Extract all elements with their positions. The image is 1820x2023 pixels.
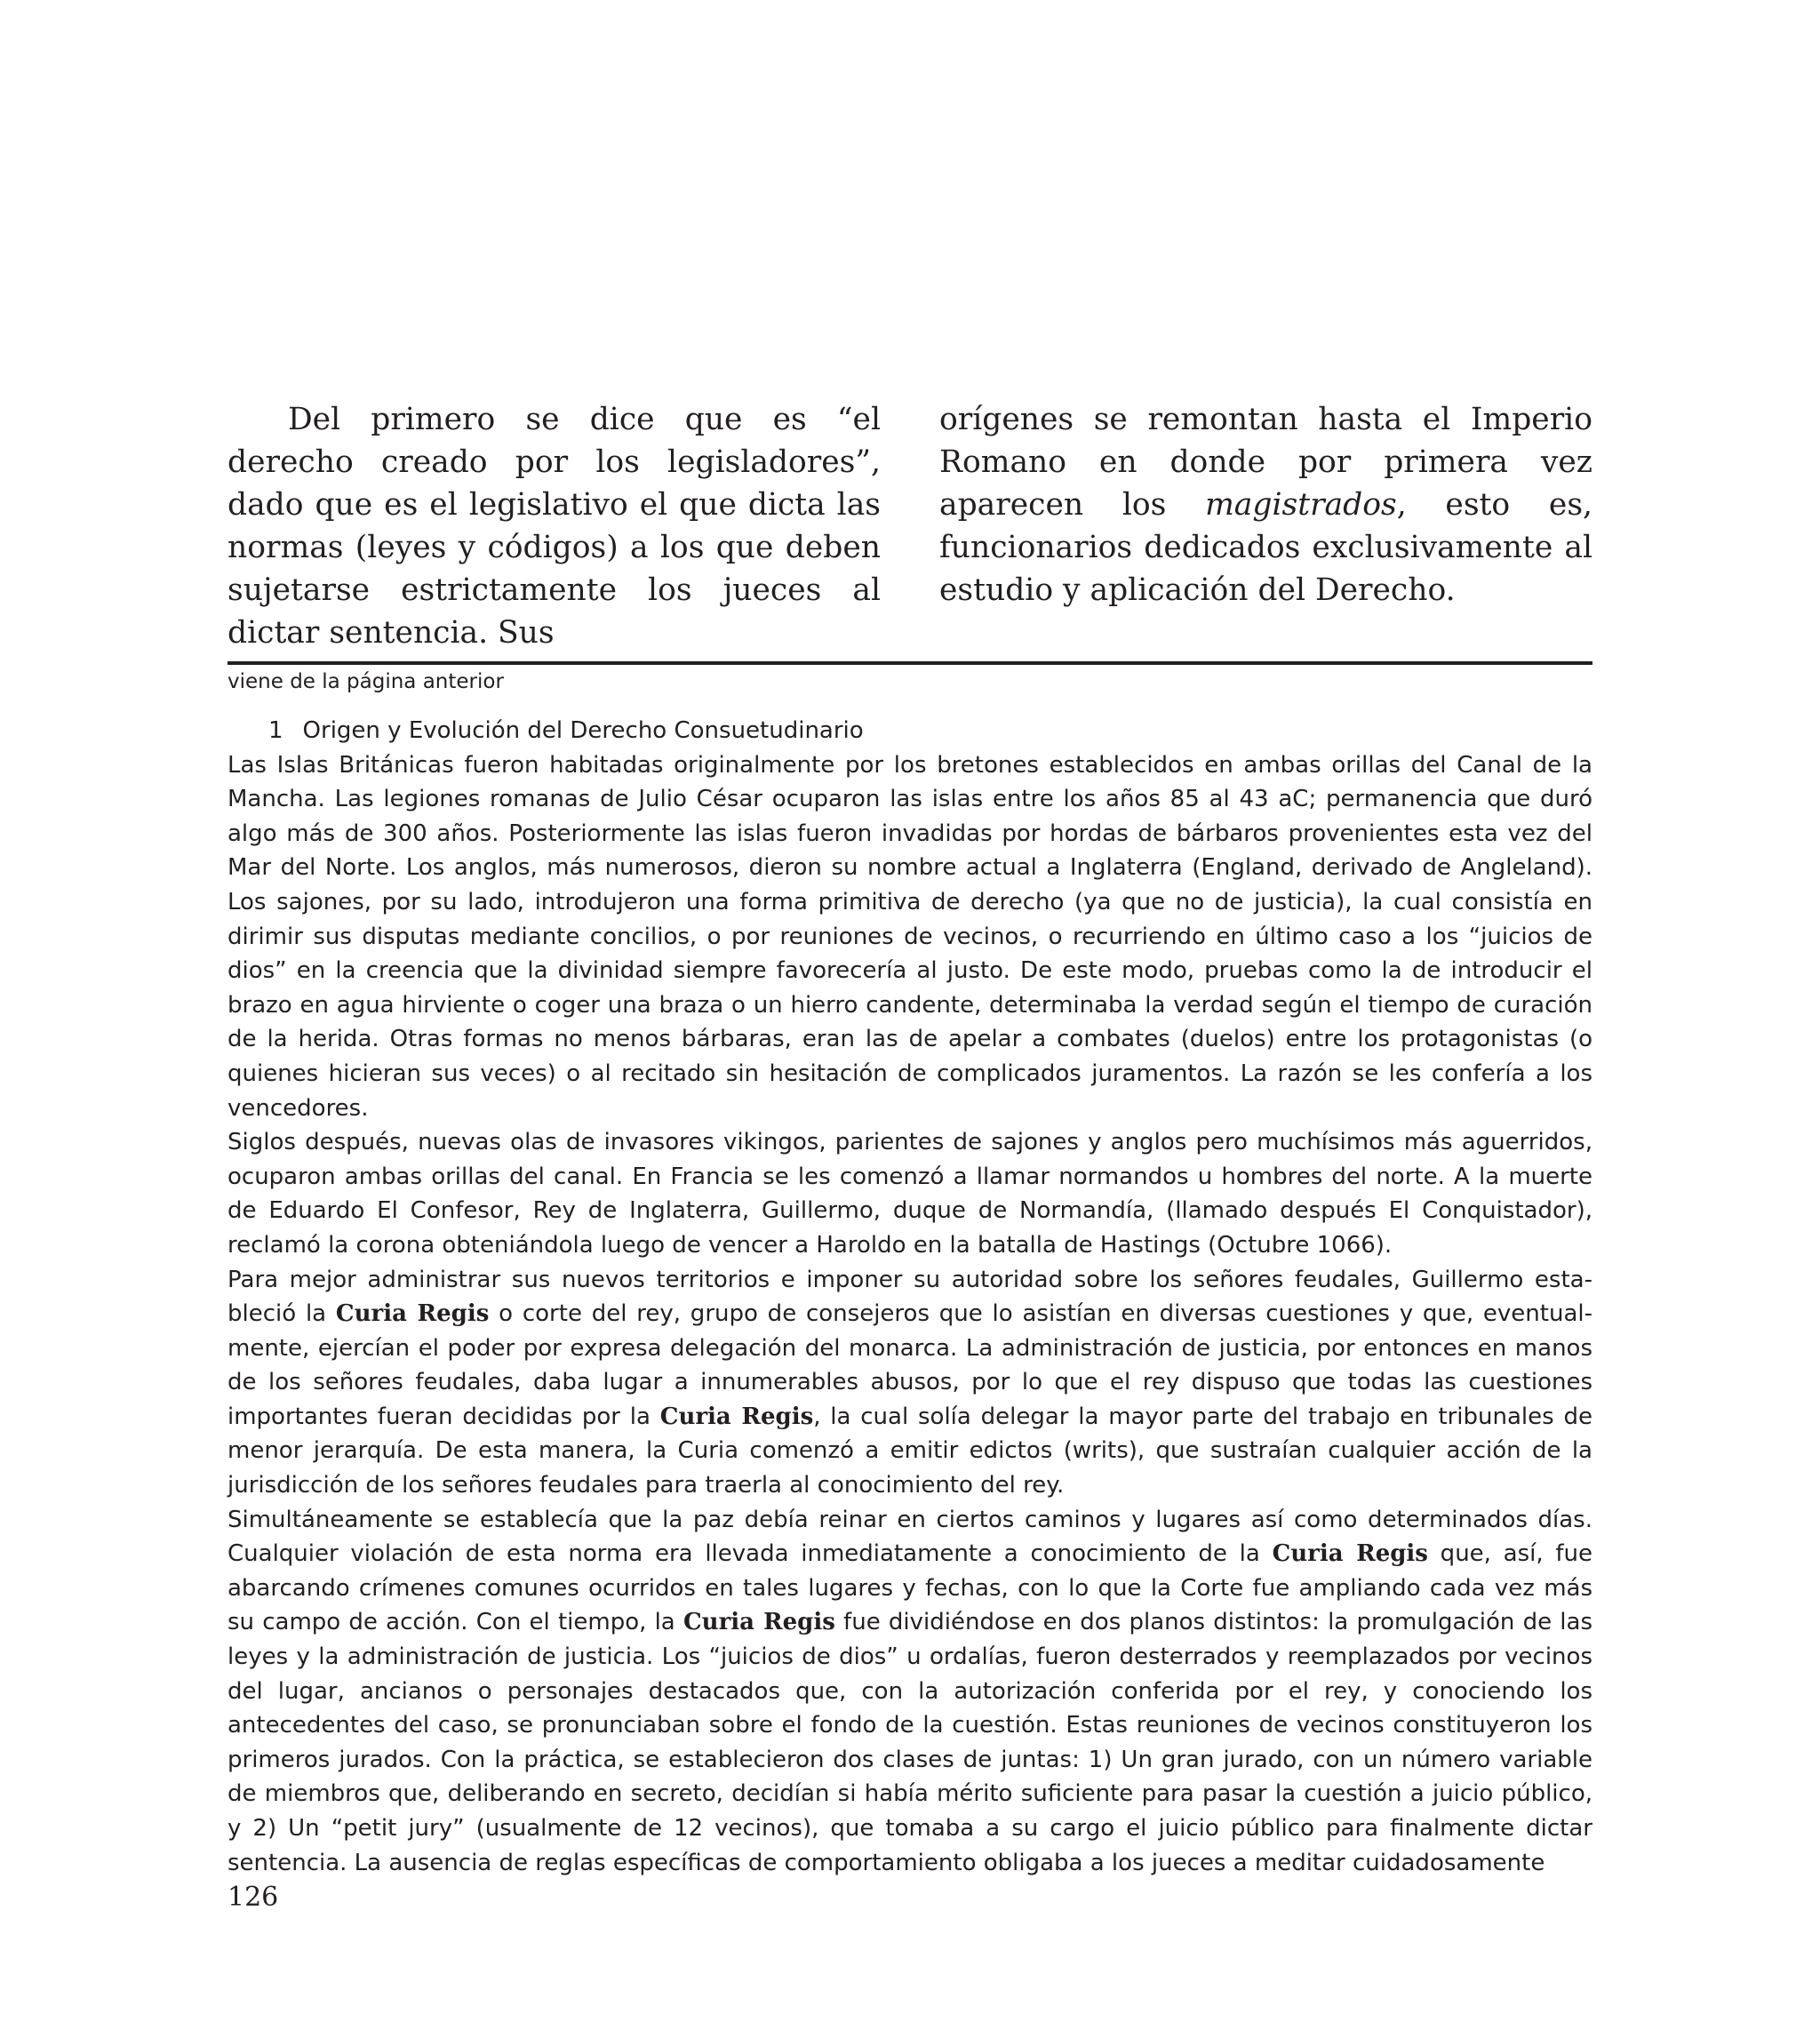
body-column-right [939,398,1592,654]
body-text-columns [228,398,1592,654]
fn-p4-text-c: fue dividiéndose en dos planos distintos: la promulgación de las leyes y la administración de justicia. Los “juicios de dios” u ordalías, fueron desterrados y reemplazados por vecinos del lugar, ancianos o personajes destacados que, con la autorización conferida por el rey, y conociendo los antecedentes del caso, se pronunciaban sobre el fondo de la cuestión. Estas reuniones de vecinos constituyeron los primeros jurados. Con la práctica, se establecieron dos clases de juntas: 1) Un gran jurado, con un número variable de miembros que, deliberando en secreto, decidían si había mérito suficiente para pasar la cuestión a juicio público, y 2) Un “petit jury” (usualmente de 12 vecinos), que tomaba a su cargo el juicio público para finalmente dictar sentencia. La ausencia de reglas específicas de comportamiento obligaba a los jueces a meditar cuidadosamente [228,1609,1592,1876]
fn-p3-text-b: o corte del rey, grupo de consejeros que lo asistían en diversas cuestiones y que, eventualmente, ejercían el poder por expresa delegación del monarca. La administración de justicia, por entonces en manos de los señores feudales, daba lugar a innumerables abusos, por lo que el rey dispuso que todas las cuestiones importantes fueran decididas por la [228,1300,1592,1430]
fn-p4-text-b: que, así, fue abarcando crímenes comunes ocurridos en tales lugares y fechas, con lo que la Corte fue ampliando cada vez más su campo de acción. Con el tiempo, la [228,1540,1592,1636]
body-right-text-1: orígenes se remontan hasta el Imperio Romano en donde por primera vez aparecen los [939,402,1592,523]
fn-p3-text-c: , la cual solía delegar la mayor parte del trabajo en tribunales de menor jerarquía. De esta manera, la Curia comenzó a emitir edictos (writs), que sustraían cualquier acción de la jurisdicción de los señores feudales para traerla al conocimiento del rey. [228,1403,1592,1499]
footnote-paragraph-4 [228,1503,1592,1881]
footnote-paragraph-1: Las Islas Británicas fueron habitadas originalmente por los bretones establecidos en ambas orillas del Canal de la Mancha. Las legiones romanas de Julio César ocuparon las islas entre los años 85 al 43 aC; permanencia que duró algo más de 300 años. Posteriormente las islas fueron invadidas por hordas de bárbaros provenientes esta vez del Mar del Norte. Los anglos, más numerosos, dieron su nombre actual a Inglaterra (England, derivado de Angleland). Los sajones, por su lado, introdujeron una forma primitiva de derecho (ya que no de justicia), la cual consistía en dirimir sus disputas mediante concilios, o por reuniones de vecinos, o recurriendo en último caso a los “juicios de dios” en la creencia que la divinidad siempre favorecería al justo. De este modo, pruebas como la de introducir el brazo en agua hirviente o coger una braza o un hierro candente, determinaba la verdad según el tiempo de curación de la herida. Otras formas no menos bárbaras, eran las de apelar a combates (duelos) entre los protagonistas (o quienes hicieran sus veces) o al recitado sin hesitación de complicados juramentos. La razón se les confería a los vencedores. [228,751,1592,1122]
fn-p4-text-a: Simultáneamente se establecía que la paz debía reinar en ciertos caminos y lugares así como determinados días. Cualquier violación de esta norma era llevada inmediatamente a conocimiento de la [228,1506,1592,1568]
footnote-number: 1 [268,717,283,744]
body-column-left: Del primero se dice que es “el derecho creado por los legisladores”, dado que es el legislativo el que dicta las normas (leyes y códigos) a los que deben sujetarse estrictamente los jueces al dictar sentencia. Sus [228,402,881,651]
footnote-paragraph-3 [228,1263,1592,1503]
italic-term-magistrados: magistrados [1205,487,1397,523]
curia-regis-term: Curia Regis [659,1403,814,1430]
footnote-heading [228,714,1592,748]
curia-regis-term: Curia Regis [1272,1540,1428,1568]
footnote [228,714,1592,1880]
body-right-text-2: , esto es, funcionarios dedicados exclusivamente al estudio y aplicación del Derecho. [939,487,1592,608]
footnote-paragraph-2: Siglos después, nuevas olas de invasores vikingos, parientes de sajones y anglos pero muchísimos más aguerridos, ocuparon ambas orillas del canal. En Francia se les comenzó a llamar normandos u hombres del norte. A la muerte de Eduardo El Confesor, Rey de Inglaterra, Guillermo, duque de Normandía, (llamado después El Conquistador), reclamó la corona obteniándola luego de vencer a Haroldo en la batalla de Hastings (Octubre 1066). [228,1129,1592,1259]
curia-regis-term: Curia Regis [335,1300,490,1328]
curia-regis-term: Curia Regis [682,1609,835,1636]
page-number: 126 [228,1882,279,1913]
footnote-title: Origen y Evolución del Derecho Consuetudinario [302,717,864,744]
continued-from-previous-page-label: viene de la página anterior [228,670,504,693]
footnote-separator-rule [228,661,1592,665]
fn-p3-text-a: Para mejor administrar sus nuevos territorios e imponer su autoridad sobre los señores feudales, Guillermo estableció la [228,1266,1592,1328]
